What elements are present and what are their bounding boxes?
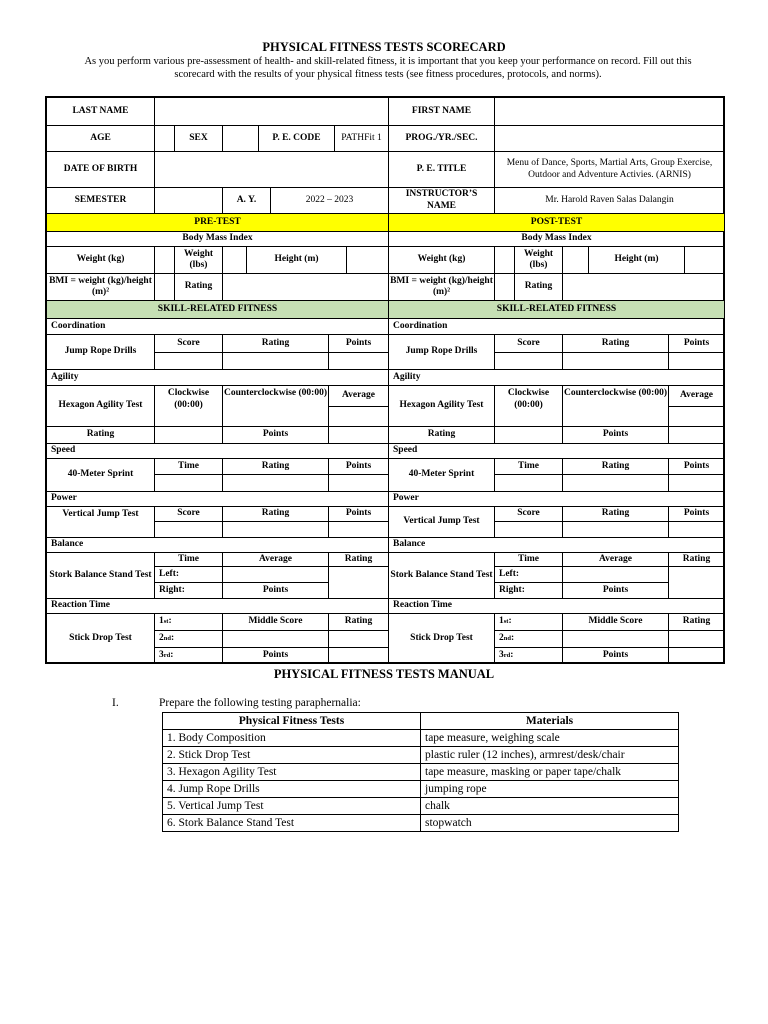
pre-sprint-rating-label: Rating <box>223 459 329 475</box>
test-cell: 5. Vertical Jump Test <box>163 798 421 815</box>
post-height-label: Height (m) <box>589 247 685 274</box>
post-sprint-time-field[interactable] <box>495 475 563 492</box>
post-vertical-score-label: Score <box>495 507 563 522</box>
material-cell: jumping rope <box>421 781 679 798</box>
post-vertical-score-field[interactable] <box>495 522 563 538</box>
prog-label: PROG./YR./SEC. <box>389 126 495 152</box>
post-stork-points-label: Points <box>563 583 669 599</box>
pre-power-heading: Power <box>47 492 389 507</box>
test-cell: 6. Stork Balance Stand Test <box>163 815 421 832</box>
pre-stick-points-field[interactable] <box>329 648 389 664</box>
scorecard-table <box>45 96 725 664</box>
pre-weight-lbs-field[interactable] <box>223 247 247 274</box>
pre-middle-score-label: Middle Score <box>223 614 329 631</box>
step-text: Prepare the following testing paraphernalia: <box>159 697 361 709</box>
ay-value: 2022 – 2023 <box>271 188 389 214</box>
post-stick-second: 2 nd : <box>495 631 563 648</box>
post-average-label: Average <box>669 386 725 407</box>
table-row <box>163 730 679 747</box>
post-stork-label: Stork Balance Stand Test <box>389 553 495 599</box>
post-sprint-label: 40-Meter Sprint <box>389 459 495 492</box>
pre-stork-time-label: Time <box>155 553 223 567</box>
pre-stork-left-field[interactable] <box>223 567 329 583</box>
post-stick-points-field[interactable] <box>669 648 725 664</box>
pre-bmi-heading: Body Mass Index <box>47 232 389 247</box>
pre-jump-points-label: Points <box>329 335 389 353</box>
semester-label: SEMESTER <box>47 188 155 214</box>
post-sprint-time-label: Time <box>495 459 563 475</box>
post-vertical-points-label: Points <box>669 507 725 522</box>
pre-jump-rope-label: Jump Rope Drills <box>47 335 155 370</box>
pre-height-field[interactable] <box>347 247 389 274</box>
pe-code-value: PATHFit 1 <box>335 126 389 152</box>
pre-vertical-points-field[interactable] <box>329 522 389 538</box>
pre-bmi-field[interactable] <box>155 274 175 301</box>
test-cell: 3. Hexagon Agility Test <box>163 764 421 781</box>
post-hexagon-label: Hexagon Agility Test <box>389 386 495 427</box>
pre-jump-score-field[interactable] <box>155 353 223 370</box>
post-sprint-rating-field[interactable] <box>563 475 669 492</box>
pre-stork-rating-field[interactable] <box>329 567 389 599</box>
post-vertical-label: Vertical Jump Test <box>389 507 495 538</box>
dob-field[interactable] <box>155 152 389 188</box>
pre-coordination-heading: Coordination <box>47 319 389 335</box>
post-hex-rating-label: Rating <box>389 427 495 444</box>
post-sprint-rating-label: Rating <box>563 459 669 475</box>
pre-stick-third: 3 rd : <box>155 648 223 664</box>
post-stork-left-field[interactable] <box>563 567 669 583</box>
pre-vertical-rating-field[interactable] <box>223 522 329 538</box>
pre-weight-kg-field[interactable] <box>155 247 175 274</box>
material-cell: tape measure, weighing scale <box>421 730 679 747</box>
pre-hex-rating-field[interactable] <box>155 427 223 444</box>
post-sprint-points-label: Points <box>669 459 725 475</box>
post-jump-score-field[interactable] <box>495 353 563 370</box>
post-jump-rating-label: Rating <box>563 335 669 353</box>
pre-vertical-score-field[interactable] <box>155 522 223 538</box>
pre-vertical-rating-label: Rating <box>223 507 329 522</box>
post-stork-time-label: Time <box>495 553 563 567</box>
post-test-heading: POST-TEST <box>389 214 725 232</box>
pre-reaction-heading: Reaction Time <box>47 599 389 614</box>
post-counterclockwise-label: Counterclockwise (00:00) <box>563 386 669 427</box>
pre-bmi-rating-label: Rating <box>175 274 223 301</box>
pre-sprint-points-label: Points <box>329 459 389 475</box>
table-row <box>163 815 679 832</box>
instructor-label: INSTRUCTOR’S NAME <box>389 188 495 214</box>
pre-stork-label: Stork Balance Stand Test <box>47 553 155 599</box>
first-name-field[interactable] <box>495 98 725 126</box>
pre-sprint-label: 40-Meter Sprint <box>47 459 155 492</box>
pre-sprint-time-label: Time <box>155 459 223 475</box>
post-stork-rating-field[interactable] <box>669 567 725 599</box>
post-hex-points-field[interactable] <box>669 427 725 444</box>
post-stick-points-label: Points <box>563 648 669 664</box>
pre-average-label: Average <box>329 386 389 407</box>
post-reaction-heading: Reaction Time <box>389 599 725 614</box>
materials-header-row <box>163 713 679 730</box>
pre-weight-lbs-label: Weight (lbs) <box>175 247 223 274</box>
materials-table <box>162 712 679 832</box>
pre-hex-points-label: Points <box>223 427 329 444</box>
post-bmi-formula: BMI = weight (kg)/height (m)² <box>389 274 495 301</box>
post-sprint-points-field[interactable] <box>669 475 725 492</box>
sex-field[interactable] <box>223 126 259 152</box>
pre-stork-points-label: Points <box>223 583 329 599</box>
tests-column-header: Physical Fitness Tests <box>163 713 421 730</box>
pre-counterclockwise-label: Counterclockwise (00:00) <box>223 386 329 427</box>
pre-average-field[interactable] <box>329 407 389 427</box>
pe-code-label: P. E. CODE <box>259 126 335 152</box>
pre-hex-rating-label: Rating <box>47 427 155 444</box>
post-middle-score-field[interactable] <box>563 631 669 648</box>
scorecard-title: PHYSICAL FITNESS TESTS SCORECARD <box>262 40 506 54</box>
pe-title-label: P. E. TITLE <box>389 152 495 188</box>
material-cell: stopwatch <box>421 815 679 832</box>
post-power-heading: Power <box>389 492 725 507</box>
post-weight-kg-field[interactable] <box>495 247 515 274</box>
instructor-value: Mr. Harold Raven Salas Dalangin <box>495 188 725 214</box>
semester-field[interactable] <box>155 188 223 214</box>
pre-skill-heading: SKILL-RELATED FITNESS <box>47 301 389 319</box>
test-cell: 2. Stick Drop Test <box>163 747 421 764</box>
post-stork-left-label: Left: <box>495 567 563 583</box>
post-stork-average-label: Average <box>563 553 669 567</box>
post-bmi-rating-label: Rating <box>515 274 563 301</box>
first-name-label: FIRST NAME <box>389 98 495 126</box>
pre-agility-heading: Agility <box>47 370 389 386</box>
material-cell: plastic ruler (12 inches), armrest/desk/chair <box>421 747 679 764</box>
table-row <box>163 798 679 815</box>
table-row <box>163 747 679 764</box>
post-weight-lbs-label: Weight (lbs) <box>515 247 563 274</box>
last-name-label: LAST NAME <box>47 98 155 126</box>
post-hex-points-label: Points <box>563 427 669 444</box>
pre-balance-heading: Balance <box>47 538 389 553</box>
pre-stork-left-label: Left: <box>155 567 223 583</box>
table-row <box>163 764 679 781</box>
sex-label: SEX <box>175 126 223 152</box>
pre-hexagon-label: Hexagon Agility Test <box>47 386 155 427</box>
post-stork-right-label: Right: <box>495 583 563 599</box>
pre-weight-kg-label: Weight (kg) <box>47 247 155 274</box>
post-stick-rating-field[interactable] <box>669 631 725 648</box>
materials-column-header: Materials <box>421 713 679 730</box>
post-coordination-heading: Coordination <box>389 319 725 335</box>
post-stick-first: 1 st : <box>495 614 563 631</box>
pre-vertical-score-label: Score <box>155 507 223 522</box>
post-average-field[interactable] <box>669 407 725 427</box>
pre-speed-heading: Speed <box>47 444 389 459</box>
pre-sprint-rating-field[interactable] <box>223 475 329 492</box>
dob-label: DATE OF BIRTH <box>47 152 155 188</box>
post-vertical-rating-label: Rating <box>563 507 669 522</box>
post-jump-rope-label: Jump Rope Drills <box>389 335 495 370</box>
pre-stick-rating-label: Rating <box>329 614 389 631</box>
post-speed-heading: Speed <box>389 444 725 459</box>
pre-stick-second: 2 nd : <box>155 631 223 648</box>
post-bmi-heading: Body Mass Index <box>389 232 725 247</box>
pre-vertical-points-label: Points <box>329 507 389 522</box>
pre-height-label: Height (m) <box>247 247 347 274</box>
intro-text: As you perform various pre-assessment of health- and skill-related fitness, it is important that you keep your performance on record. Fill out this scorecard with the results of your physical fitness tests (see fitness procedures, protocols, and norms). <box>84 56 692 80</box>
test-cell: 1. Body Composition <box>163 730 421 747</box>
pre-stick-points-label: Points <box>223 648 329 664</box>
pre-stick-first: 1 st : <box>155 614 223 631</box>
pre-middle-score-field[interactable] <box>223 631 329 648</box>
test-cell: 4. Jump Rope Drills <box>163 781 421 798</box>
post-jump-rating-field[interactable] <box>563 353 669 370</box>
pre-sprint-time-field[interactable] <box>155 475 223 492</box>
post-stork-rating-label: Rating <box>669 553 725 567</box>
age-field[interactable] <box>155 126 175 152</box>
pre-sprint-points-field[interactable] <box>329 475 389 492</box>
post-clockwise-label: Clockwise (00:00) <box>495 386 563 427</box>
ay-label: A. Y. <box>223 188 271 214</box>
manual-title: PHYSICAL FITNESS TESTS MANUAL <box>273 667 495 681</box>
pre-stork-average-label: Average <box>223 553 329 567</box>
last-name-field[interactable] <box>155 98 389 126</box>
post-stick-rating-label: Rating <box>669 614 725 631</box>
pre-bmi-formula: BMI = weight (kg)/height (m)² <box>47 274 155 301</box>
post-balance-heading: Balance <box>389 538 725 553</box>
material-cell: chalk <box>421 798 679 815</box>
pre-jump-rating-field[interactable] <box>223 353 329 370</box>
post-middle-score-label: Middle Score <box>563 614 669 631</box>
pre-bmi-rating-field[interactable] <box>223 274 389 301</box>
pre-stick-rating-field[interactable] <box>329 631 389 648</box>
material-cell: tape measure, masking or paper tape/chalk <box>421 764 679 781</box>
post-jump-points-field[interactable] <box>669 353 725 370</box>
prog-field[interactable] <box>495 126 725 152</box>
pe-title-value: Menu of Dance, Sports, Martial Arts, Group Exercise, Outdoor and Adventure Activies. (ARNIS) <box>495 152 725 188</box>
post-bmi-field[interactable] <box>495 274 515 301</box>
pre-jump-rating-label: Rating <box>223 335 329 353</box>
pre-hex-points-field[interactable] <box>329 427 389 444</box>
post-vertical-points-field[interactable] <box>669 522 725 538</box>
pre-jump-points-field[interactable] <box>329 353 389 370</box>
post-stick-label: Stick Drop Test <box>389 614 495 664</box>
post-hex-rating-field[interactable] <box>495 427 563 444</box>
pre-stick-label: Stick Drop Test <box>47 614 155 664</box>
post-agility-heading: Agility <box>389 370 725 386</box>
pre-stork-right-label: Right: <box>155 583 223 599</box>
pre-stork-rating-label: Rating <box>329 553 389 567</box>
age-label: AGE <box>47 126 155 152</box>
post-height-field[interactable] <box>685 247 725 274</box>
post-stick-third: 3 rd : <box>495 648 563 664</box>
pre-clockwise-label: Clockwise (00:00) <box>155 386 223 427</box>
pre-test-heading: PRE-TEST <box>47 214 389 232</box>
post-jump-score-label: Score <box>495 335 563 353</box>
post-vertical-rating-field[interactable] <box>563 522 669 538</box>
pre-jump-score-label: Score <box>155 335 223 353</box>
post-jump-points-label: Points <box>669 335 725 353</box>
post-weight-lbs-field[interactable] <box>563 247 589 274</box>
step-number: I. <box>112 697 119 709</box>
table-row <box>163 781 679 798</box>
post-bmi-rating-field[interactable] <box>563 274 725 301</box>
post-weight-kg-label: Weight (kg) <box>389 247 495 274</box>
pre-vertical-label: Vertical Jump Test <box>47 507 155 538</box>
post-skill-heading: SKILL-RELATED FITNESS <box>389 301 725 319</box>
